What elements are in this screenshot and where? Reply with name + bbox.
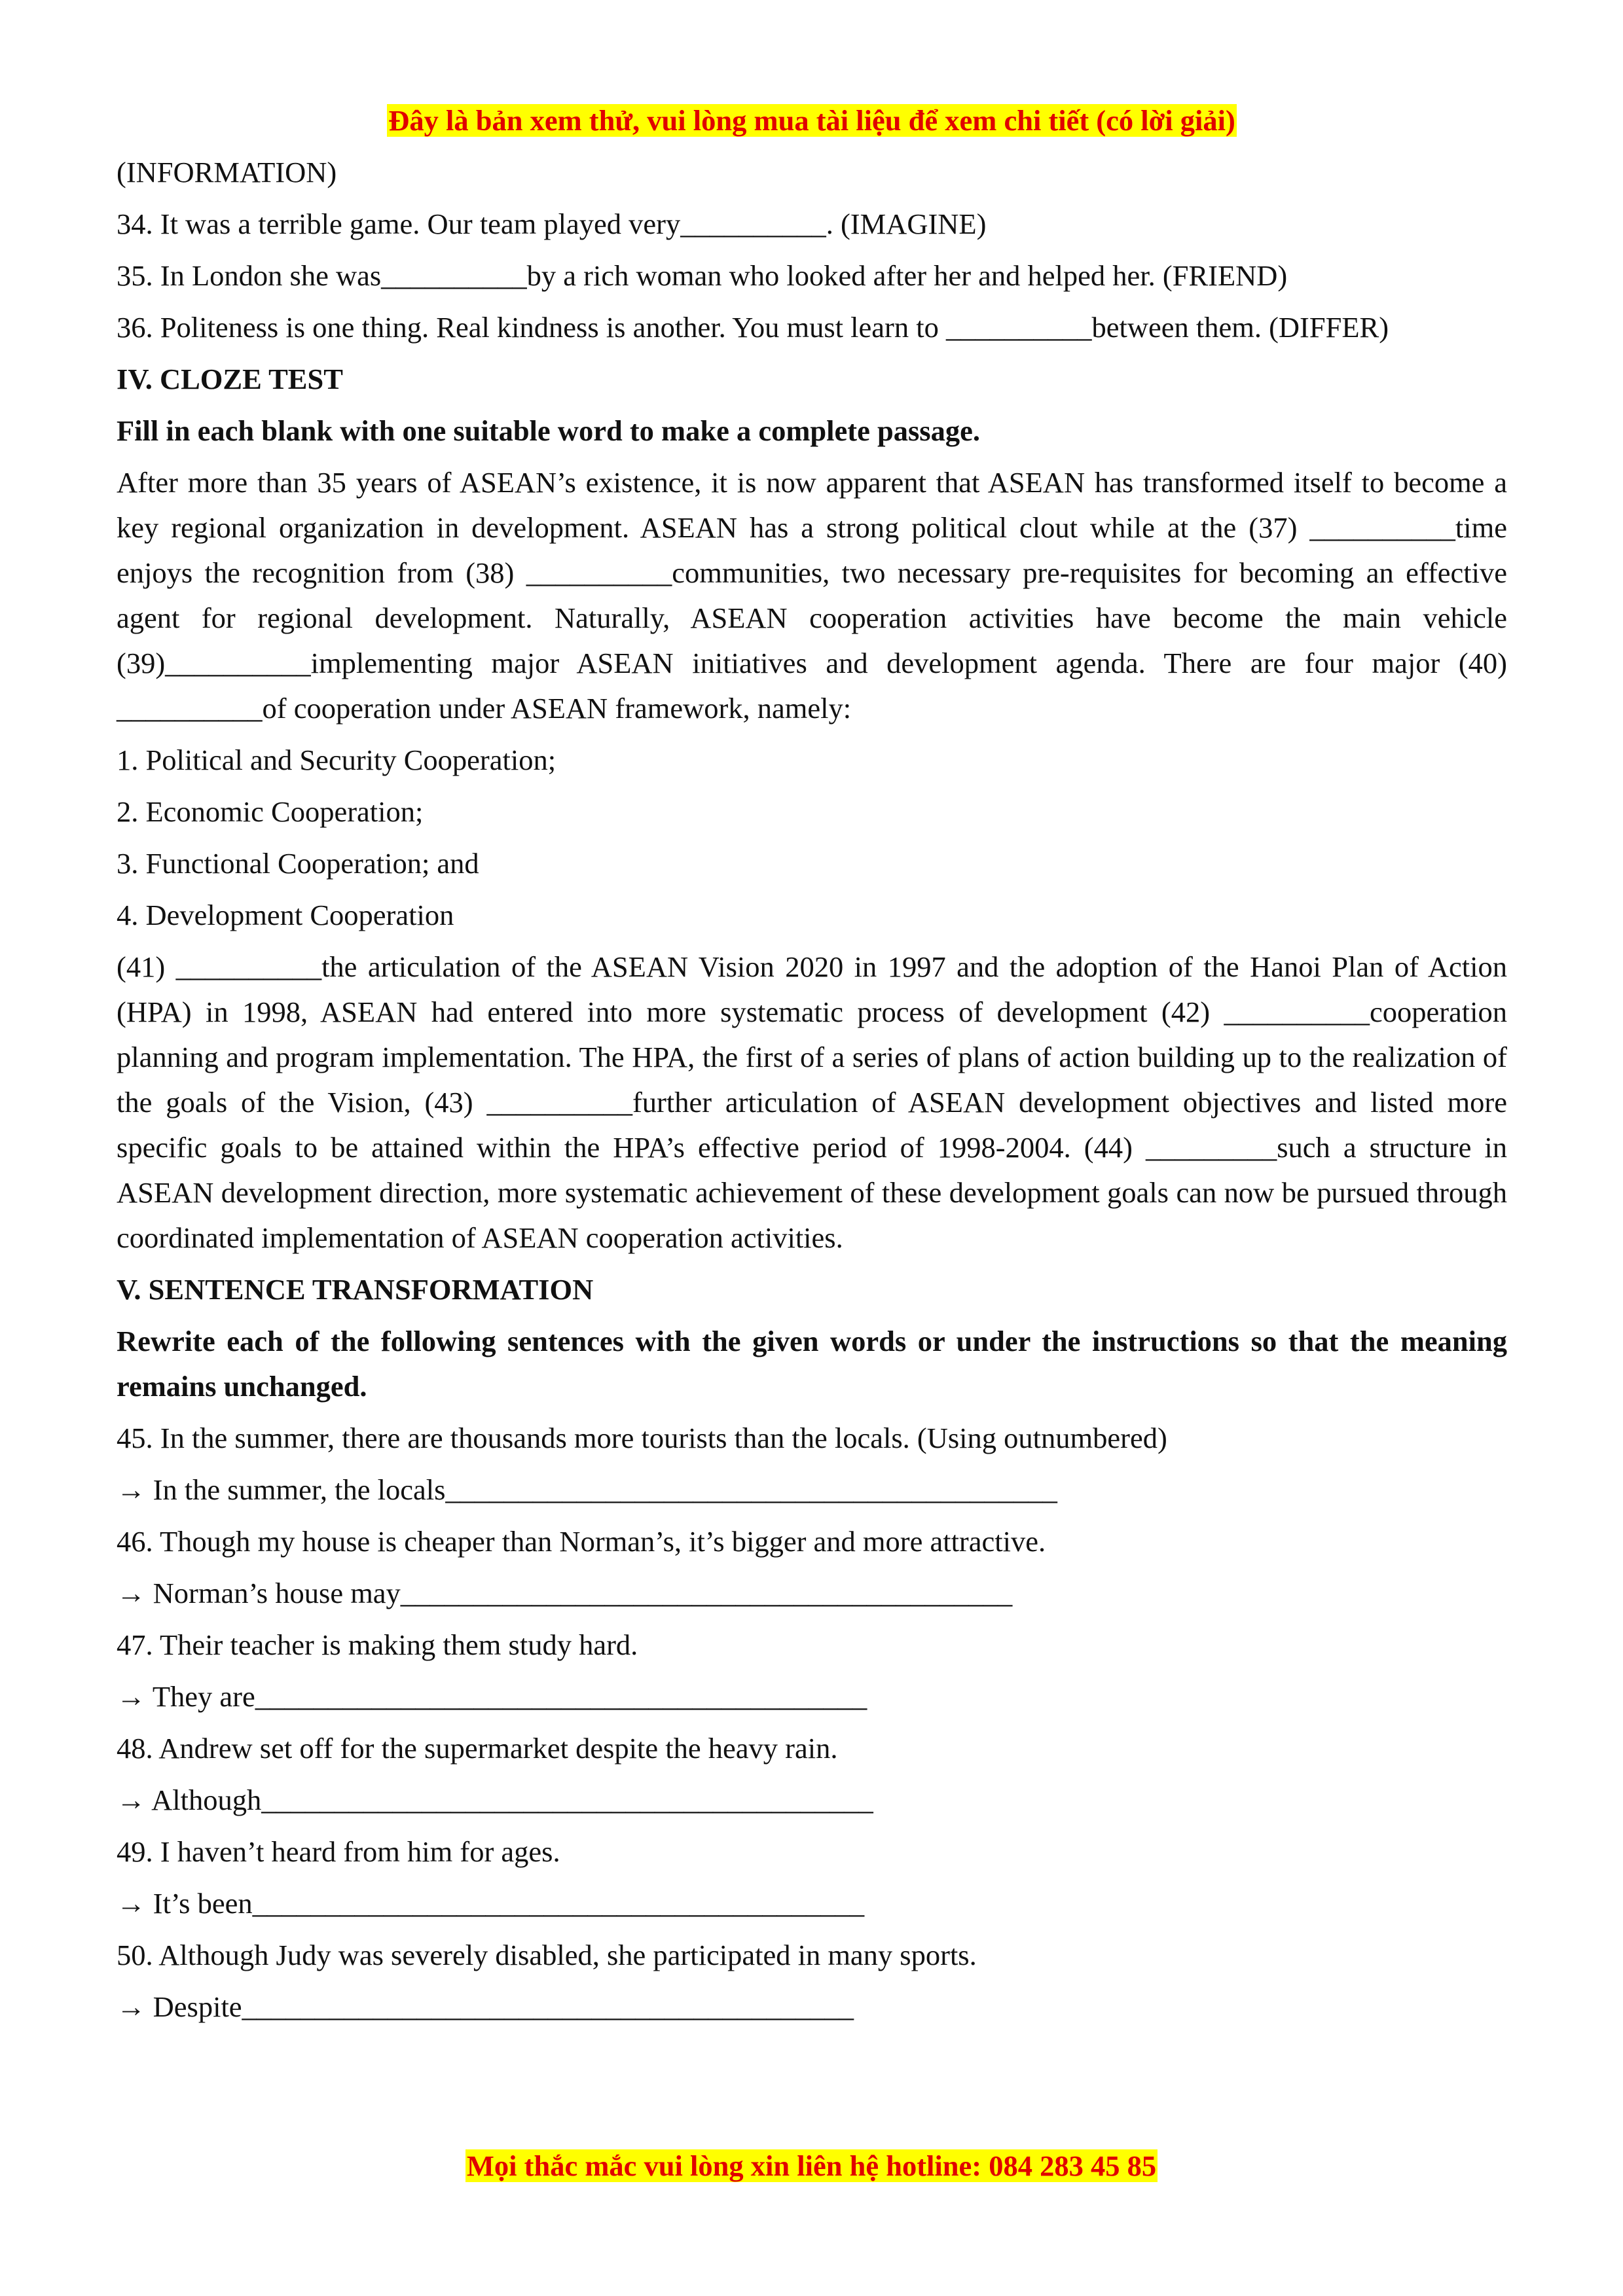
section-4-heading: IV. CLOZE TEST [117, 363, 343, 395]
transformation-question: 49. I haven’t heard from him for ages. [117, 1835, 560, 1868]
question-34: 34. It was a terrible game. Our team played very__________. (IMAGINE) [117, 207, 987, 240]
cloze-paragraph-2: (41) __________the articulation of the ASEAN Vision 2020 in 1997 and the adoption of the Hanoi Plan of Action (HPA) in 1998, ASEAN had entered into more systematic process of development (42) __________cooperation planning and program implementation. The HPA, the first of a series of plans of action building up to the realization of the goals of the Vision, (43) __________further articulation of ASEAN development objectives and listed more specific goals to be attained within the HPA’s effective period of 1998-2004. (44) _________such a structure in ASEAN development direction, more systematic achievement of these development goals can now be pursued through coordinated implementation of ASEAN cooperation activities. [117, 950, 1507, 1254]
hotline-text: Mọi thắc mắc vui lòng xin liên hệ hotline: 084 283 45 85 [466, 2149, 1157, 2182]
document-page [117, 98, 1507, 2036]
cooperation-list-item: 2. Economic Cooperation; [117, 795, 424, 828]
transformation-question: 45. In the summer, there are thousands more tourists than the locals. (Using outnumbered) [117, 1422, 1167, 1454]
section-5-heading: V. SENTENCE TRANSFORMATION [117, 1273, 594, 1306]
transformation-question: 47. Their teacher is making them study hard. [117, 1628, 638, 1661]
preview-notice-text: Đây là bản xem thử, vui lòng mua tài liệu để xem chi tiết (có lời giải) [388, 104, 1235, 137]
cooperation-list-item: 1. Political and Security Cooperation; [117, 744, 556, 776]
preview-notice-banner [117, 98, 1507, 143]
transformation-answer-line: → They are__________________________________________ [117, 1680, 867, 1713]
transformation-question: 50. Although Judy was severely disabled, she participated in many sports. [117, 1939, 977, 1971]
cooperation-list-item: 4. Development Cooperation [117, 899, 454, 931]
transformation-answer-line: → Despite__________________________________________ [117, 1990, 854, 2023]
transformation-answer-line: → Although__________________________________________ [117, 1784, 873, 1816]
section-5-instruction: Rewrite each of the following sentences with the given words or under the instructions so that the meaning remains unchanged. [117, 1325, 1507, 1403]
cloze-paragraph-1: After more than 35 years of ASEAN’s existence, it is now apparent that ASEAN has transformed itself to become a key regional organization in development. ASEAN has a strong political clout while at the (37) __________time enjoys the recognition from (38) __________communities, two necessary pre-requisites for becoming an effective agent for regional development. Naturally, ASEAN cooperation activities have become the main vehicle (39)__________implementing major ASEAN initiatives and development agenda. There are four major (40) __________of cooperation under ASEAN framework, namely: [117, 466, 1507, 725]
transformation-answer-line: → It’s been__________________________________________ [117, 1887, 865, 1920]
transformation-question: 48. Andrew set off for the supermarket despite the heavy rain. [117, 1732, 838, 1765]
question-36: 36. Politeness is one thing. Real kindness is another. You must learn to __________between them. (DIFFER) [117, 311, 1389, 344]
section-4-instruction: Fill in each blank with one suitable word to make a complete passage. [117, 414, 980, 447]
question-35: 35. In London she was__________by a rich woman who looked after her and helped her. (FRIEND) [117, 259, 1288, 292]
question-33-tail: (INFORMATION) [117, 156, 337, 188]
cooperation-list-item: 3. Functional Cooperation; and [117, 847, 479, 880]
transformation-question: 46. Though my house is cheaper than Norman’s, it’s bigger and more attractive. [117, 1525, 1046, 1558]
transformation-answer-line: → Norman’s house may__________________________________________ [117, 1577, 1013, 1609]
transformation-answer-line: → In the summer, the locals__________________________________________ [117, 1473, 1057, 1506]
hotline-footer-banner [0, 2144, 1623, 2189]
